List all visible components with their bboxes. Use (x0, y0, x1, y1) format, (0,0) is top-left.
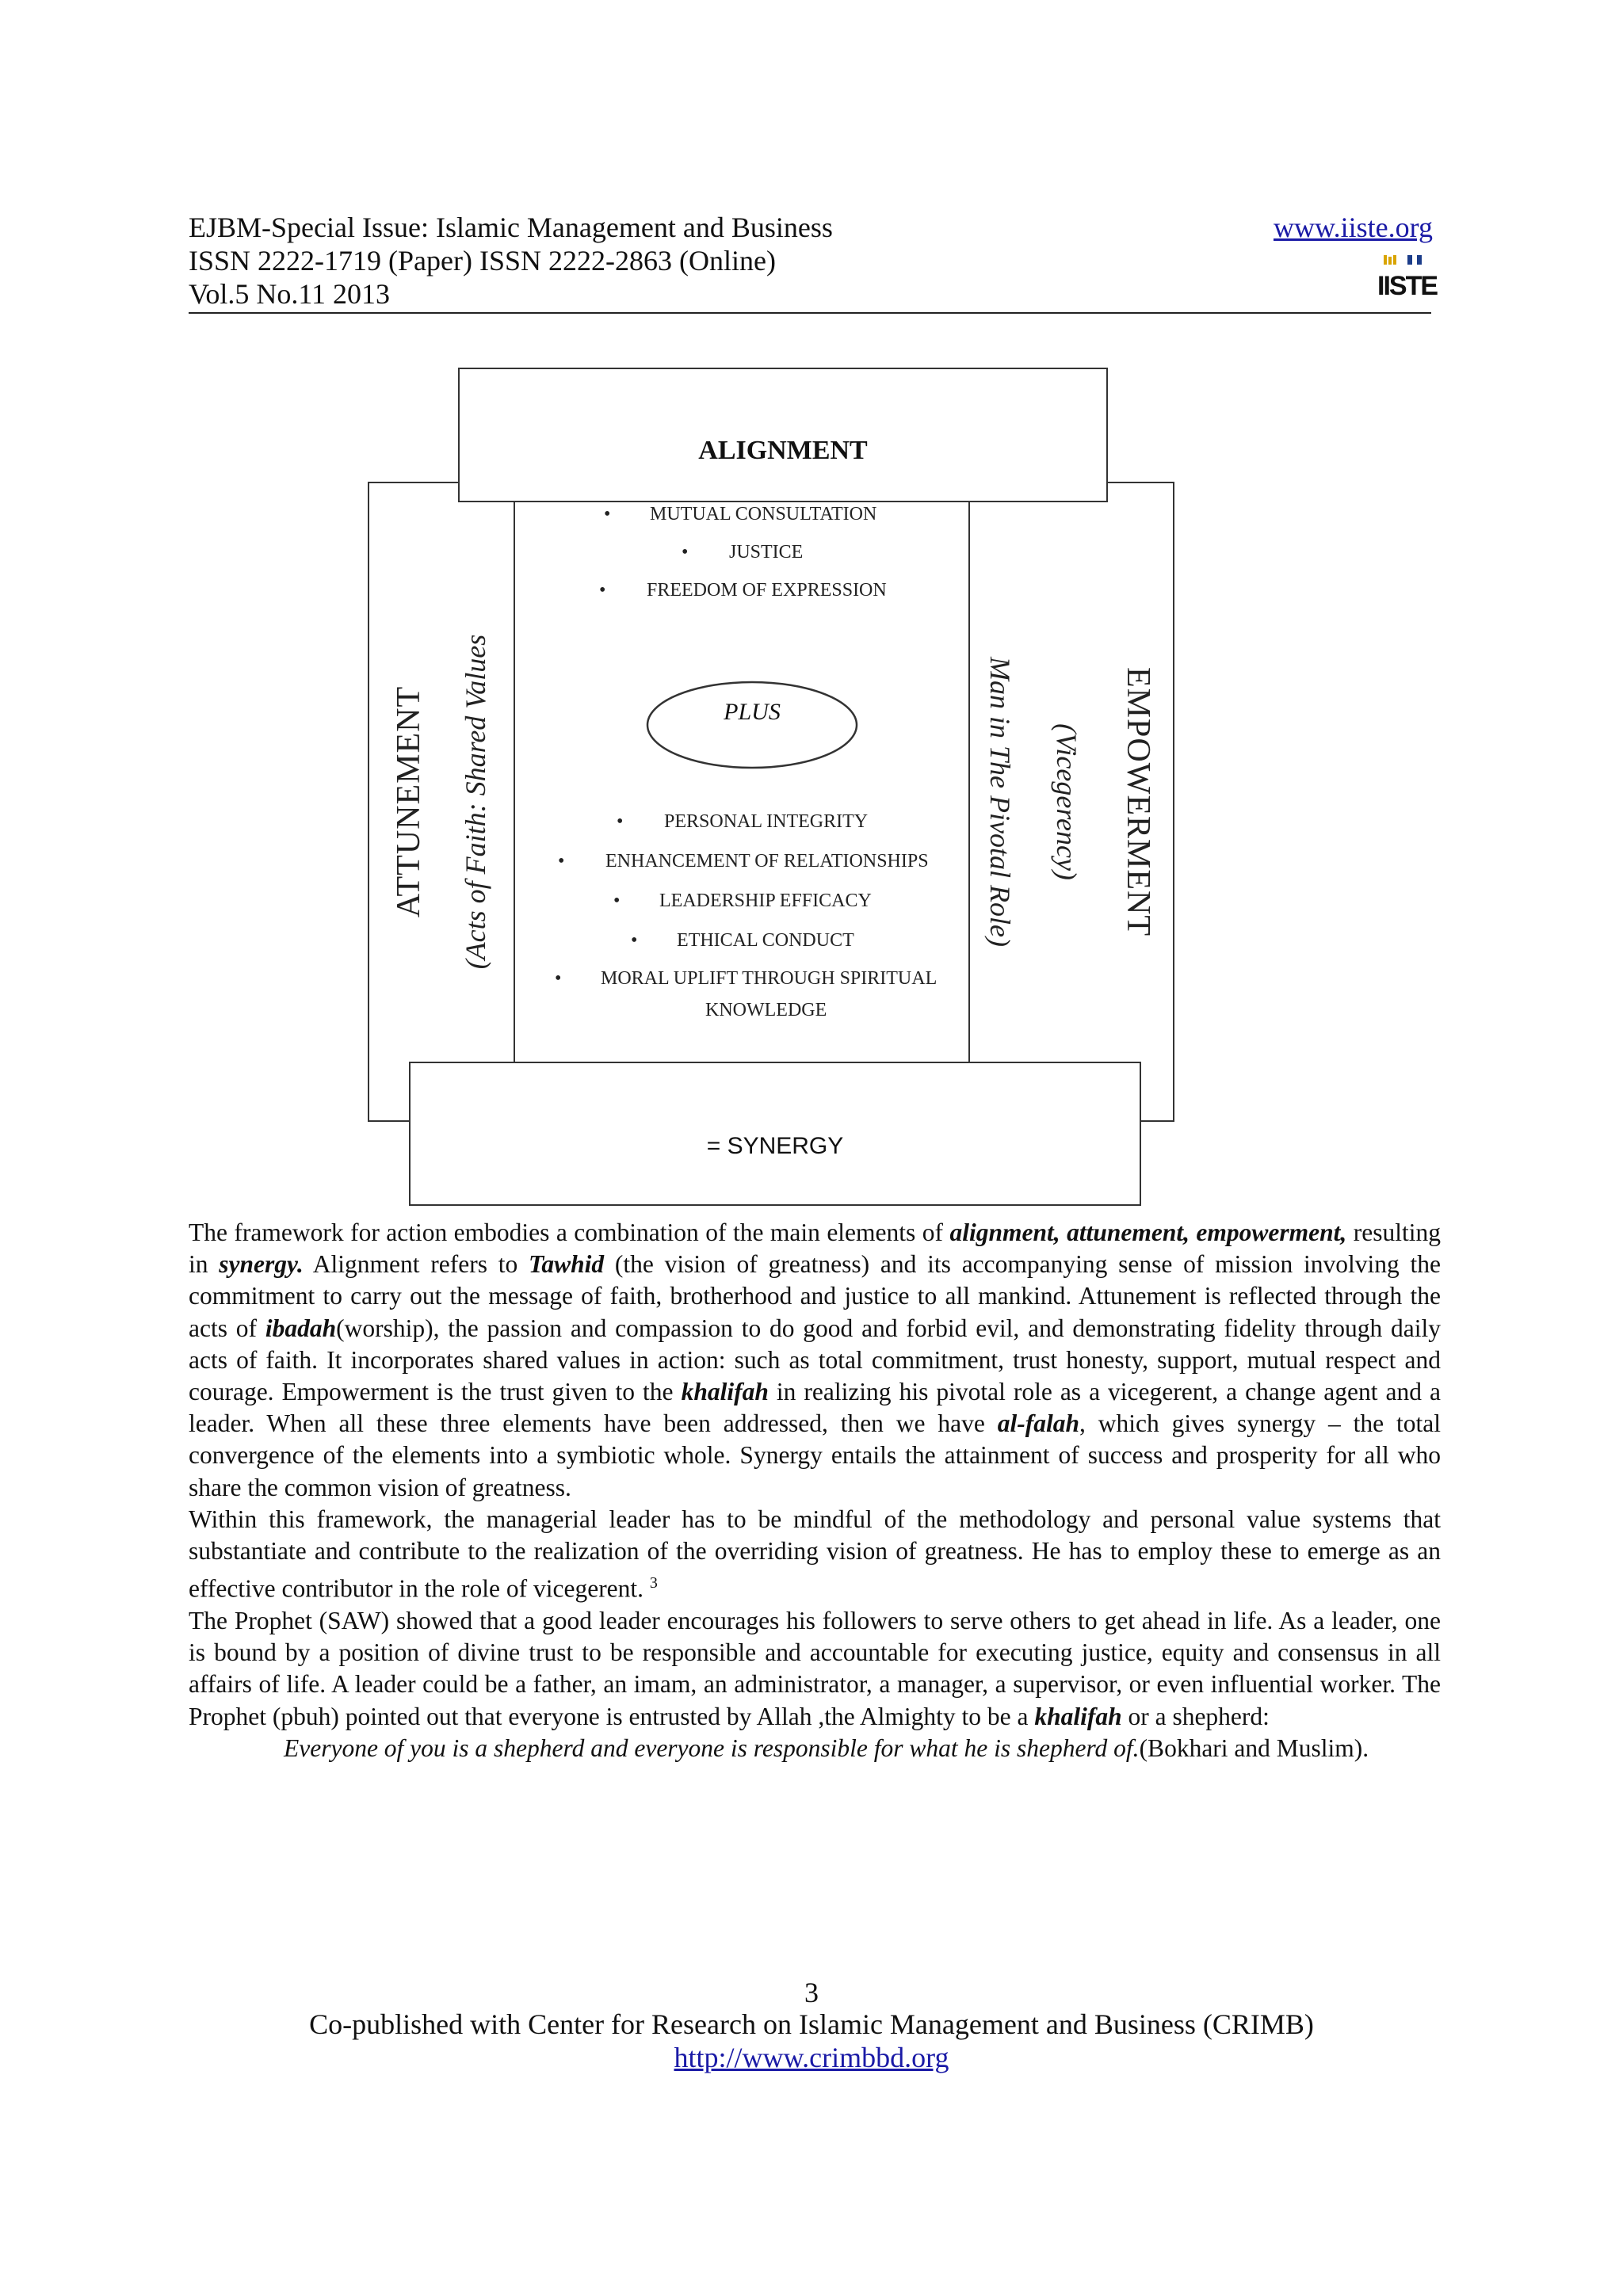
empowerment-sublabel-vicegerency: (Vicegerency) (1051, 723, 1083, 880)
page-number: 3 (804, 1977, 819, 2008)
emphasis-al-falah: al-falah (997, 1409, 1080, 1438)
alignment-box (458, 368, 1108, 502)
list-item-bullet: • (558, 851, 565, 871)
synergy-label: = SYNERGY (706, 1133, 844, 1159)
text-run: Within this framework, the managerial leader has to be mindful of the methodology and personal value systems that substantiate and contribute to the realization of the overriding vision of greatness. He has to employ these to emerge as an effective contributor in the role of vicegerent. (189, 1505, 1441, 1603)
quote-text: Everyone of you is a shepherd and everyone is responsible for what he is shepherd of. (284, 1733, 1140, 1762)
plus-ellipse (645, 680, 859, 770)
header-rule (189, 312, 1431, 314)
text-run: The Prophet (SAW) showed that a good leader encourages his followers to serve others to get ahead in life. As a leader, one is bound by a position of divine trust to be responsible and accountable for executing justice, equity and consensus in all affairs of life. A leader could be a father, an imam, an administrator, a manager, a supervisor, or even influential worker. The Prophet (pbuh) pointed out that everyone is entrusted by Allah ,the Almighty to be a (189, 1606, 1441, 1730)
website-link[interactable]: www.iiste.org (1274, 212, 1433, 243)
list-item: ETHICAL CONDUCT (677, 930, 854, 951)
emphasis-elements: alignment, attunement, empowerment, (949, 1219, 1347, 1246)
attunement-label: ATTUNEMENT (391, 685, 427, 918)
list-item-bullet: • (631, 930, 638, 951)
plus-label: PLUS (724, 699, 781, 725)
list-item: MORAL UPLIFT THROUGH SPIRITUAL (601, 968, 938, 989)
list-item-bullet: • (604, 504, 611, 524)
body-text (189, 1217, 1441, 1764)
volume-line: Vol.5 No.11 2013 (189, 278, 391, 310)
paragraph-managerial-leader (189, 1504, 1441, 1605)
empowerment-label: EMPOWERMENT (1120, 667, 1156, 936)
emphasis-ibadah: ibadah (265, 1314, 337, 1342)
list-item: PERSONAL INTEGRITY (664, 811, 869, 832)
issn-line: ISSN 2222-1719 (Paper) ISSN 2222-2863 (Online) (189, 245, 776, 277)
list-item-bullet: • (682, 542, 689, 563)
list-item: ENHANCEMENT OF RELATIONSHIPS (605, 851, 929, 871)
emphasis-khalifah: khalifah (681, 1378, 769, 1406)
list-item: LEADERSHIP EFFICACY (659, 891, 872, 911)
copublished-line: Co-published with Center for Research on Islamic Management and Business (CRIMB) (309, 2008, 1314, 2040)
list-item-continuation: KNOWLEDGE (705, 1000, 827, 1020)
text-run: resulting in (189, 1219, 1441, 1279)
empowerment-sublabel-role: Man in The Pivotal Role) (984, 657, 1016, 947)
text-run: Alignment refers to (303, 1250, 529, 1279)
footnote-ref: 3 (649, 1574, 658, 1592)
text-run: The framework for action embodies a combination of the main elements of (189, 1219, 950, 1246)
list-item: JUSTICE (729, 542, 804, 563)
paragraph-framework (189, 1217, 1441, 1504)
list-item-bullet: • (555, 968, 562, 989)
paragraph-prophet (189, 1605, 1441, 1733)
list-item-bullet: • (599, 580, 606, 601)
text-run: in realizing his pivotal role as a vicegerent, a change agent and a leader. When all these three elements have been addressed, then we have (189, 1378, 1442, 1438)
alignment-label: ALIGNMENT (698, 436, 868, 465)
hadith-quote (189, 1733, 1441, 1764)
emphasis-tawhid: Tawhid (529, 1250, 605, 1279)
emphasis-synergy: synergy. (219, 1250, 304, 1279)
quote-source: (Bokhari and Muslim). (1139, 1733, 1369, 1762)
text-run: or a shepherd: (1121, 1702, 1270, 1730)
iiste-logo (1377, 252, 1438, 309)
crimb-link[interactable]: http://www.crimbbd.org (674, 2042, 949, 2073)
text-run: , which gives synergy – the total convergence of the elements into a symbiotic whole. Synergy entails the attainment of success and prosperity for all who share the common vision of greatness. (189, 1409, 1441, 1501)
text-run: (the vision of greatness) and its accompanying sense of mission involving the commitment to carry out the message of faith, brotherhood and justice to all mankind. Attunement is reflected through the acts of (189, 1250, 1441, 1342)
attunement-sublabel: (Acts of Faith: Shared Values (460, 634, 491, 970)
logo-text: IISTE (1377, 271, 1438, 301)
list-item: FREEDOM OF EXPRESSION (647, 580, 887, 601)
synergy-box (409, 1062, 1141, 1206)
emphasis-khalifah: khalifah (1034, 1702, 1122, 1730)
list-item-bullet: • (617, 811, 624, 832)
text-run: (worship), the passion and compassion to do good and forbid evil, and demonstrating fidelity through daily acts of faith. It incorporates shared values in action: such as total commitment, trust honesty, support, mutual respect and courage. Empowerment is the trust given to the (189, 1314, 1441, 1406)
list-item-bullet: • (613, 891, 621, 911)
list-item: MUTUAL CONSULTATION (650, 504, 877, 524)
journal-title: EJBM-Special Issue: Islamic Management and Business (189, 212, 833, 243)
